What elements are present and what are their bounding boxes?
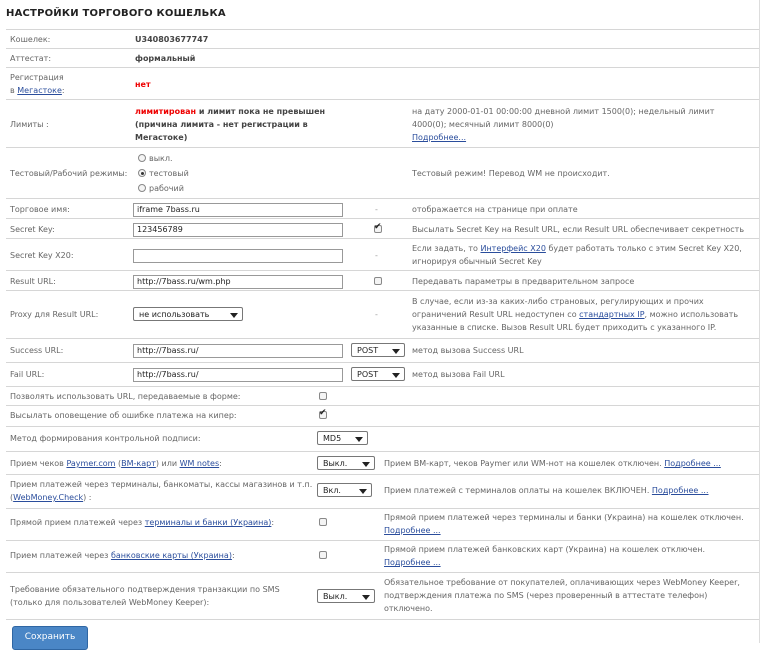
limits-status-line3: Мегастоке) [135,133,188,142]
mode-option-off: выкл. [149,154,173,163]
registration-label: Регистрация [10,73,64,82]
proxy-label: Proxy для Result URL: [10,310,99,319]
divider [6,508,759,509]
fail-url-input[interactable]: http://7bass.ru/ [133,368,343,382]
terminals-label-close: ) : [83,493,92,502]
secret-key-x20-input[interactable] [133,249,343,263]
save-button[interactable]: Сохранить [12,626,88,650]
attestat-value: формальный [135,54,196,63]
divider [6,540,759,541]
ukraine-cards-desc: Прямой прием платежей банковских карт (Украина) на кошелек отключен. [384,545,706,554]
mode-radio-off[interactable] [138,154,146,162]
fail-method-select[interactable] [351,367,405,381]
divider [6,290,759,291]
chevron-down-icon [392,373,400,378]
result-url-input[interactable]: http://7bass.ru/wm.php [133,275,343,289]
sms-desc-line3: отключено. [384,604,433,613]
success-method-value: POST [357,346,379,355]
wm-notes-link[interactable]: WM notes [179,459,220,468]
divider [6,572,759,573]
result-url-checkbox[interactable] [374,277,382,285]
standard-ip-link[interactable]: стандартных IP [579,310,645,319]
terminals-label-line2 [10,491,91,504]
ukraine-terminals-desc: Прямой прием платежей через терминалы и банки (Украина) на кошелек отключен. [384,513,744,522]
x20-desc-prefix: Если задать, то [412,244,481,253]
webmoney-check-link[interactable]: WebMoney.Check [13,493,84,502]
checks-label [10,457,222,470]
paymer-link[interactable]: Paymer.com [66,459,116,468]
secret-key-desc: Высылать Secret Key на Result URL, если Result URL обеспечивает секретность [412,225,745,234]
ukraine-terminals-label [10,516,274,529]
proxy-desc-rest: , можно использовать [644,310,739,319]
checks-label-mid2: ) или [155,459,180,468]
trade-name-label: Торговое имя: [10,205,70,214]
limits-label: Лимиты : [10,120,49,129]
sign-method-select[interactable] [317,431,368,445]
terminals-label-open: ( [10,493,14,502]
secret-key-checkbox[interactable] [374,225,382,233]
fail-url-label: Fail URL: [10,370,45,379]
divider [6,67,759,68]
mode-option-work: рабочий [149,184,184,193]
divider [6,405,759,406]
divider [6,48,759,49]
sms-label-line1: Требование обязательного подтверждения транзакции по SMS [10,585,280,594]
chevron-down-icon [362,595,370,600]
ukraine-cards-suffix: : [231,551,235,560]
checks-desc-text: Прием ВМ-карт, чеков Paymer или WM-нот на кошелек отключен. [384,459,665,468]
success-url-input[interactable]: http://7bass.ru/ [133,344,343,358]
limits-status-rest: и лимит пока не превышен [196,107,326,116]
divider [6,238,759,239]
proxy-select[interactable] [133,307,243,321]
checks-desc [384,457,721,470]
divider [6,147,759,148]
proxy-desc-line1: В случае, если из-за каких-либо страновых, регулирующих и прочих [412,297,704,306]
attestat-label: Аттестат: [10,54,52,63]
allow-url-label: Позволять использовать URL, передаваемые в форме: [10,392,241,401]
mode-radio-test[interactable] [138,169,146,177]
x20-desc-rest: будет работать только с этим Secret Key X20, [545,244,742,253]
sign-method-value: MD5 [323,434,342,443]
divider [6,99,759,100]
registration-value: нет [135,80,151,89]
divider [6,619,759,620]
proxy-desc-prefix: ограничений Result URL недоступен со [412,310,580,319]
ukraine-cards-prefix: Прием платежей через [10,551,111,560]
sms-label-line2: (только для пользователей WebMoney Keeper): [10,598,210,607]
terminals-select[interactable] [317,483,372,497]
result-url-desc: Передавать параметры в предварительном запросе [412,277,635,286]
checks-select-value: Выкл. [323,459,348,468]
terminals-desc-text: Прием платежей с терминалов оплаты на кошелек ВКЛЮЧЕН. [384,486,652,495]
chevron-down-icon [359,489,367,494]
sms-select[interactable] [317,589,375,603]
ukraine-terminals-more-link[interactable]: Подробнее ... [384,526,441,535]
divider [6,218,759,219]
chevron-down-icon [392,349,400,354]
checks-label-mid1: ( [115,459,122,468]
divider [6,386,759,387]
sms-desc-line2: подтверждения платежа по SMS (через проверенный в аттестате телефон) [384,591,708,600]
sms-select-value: Выкл. [323,592,348,601]
ukraine-cards-link[interactable]: банковские карты (Украина) [110,551,232,560]
secret-key-x20-label: Secret Key X20: [10,251,74,260]
ukraine-terminals-prefix: Прямой прием платежей через [10,518,145,527]
secret-key-x20-dash: - [375,251,378,260]
secret-key-input[interactable]: 123456789 [133,223,343,237]
terminals-more-link[interactable]: Подробнее ... [651,486,709,495]
trade-name-input[interactable]: iframe 7bass.ru [133,203,343,217]
chevron-down-icon [362,462,370,467]
divider [6,474,759,475]
chevron-down-icon [355,437,363,442]
checks-more-link[interactable]: Подробнее ... [664,459,721,468]
x20-interface-link[interactable]: Интерфейс X20 [480,244,546,253]
ukraine-terminals-checkbox[interactable] [319,518,327,526]
notify-error-checkbox[interactable] [319,411,327,419]
proxy-desc-line3: указанные в списке. Вызов Result URL будет приходить с указанного IP. [412,323,717,332]
notify-error-label: Высылать оповещение об ошибке платежа на кипер: [10,411,237,420]
wallet-value: U340803677747 [135,35,209,44]
ukraine-cards-label [10,549,235,562]
wm-cards-link[interactable]: ВМ-карт [121,459,156,468]
terminals-desc [384,484,709,497]
ukraine-terminals-suffix: : [271,518,275,527]
mode-label: Тестовый/Рабочий режимы: [10,169,128,178]
success-url-desc: метод вызова Success URL [412,346,524,355]
divider [6,338,759,339]
sms-desc-line1: Обязательное требование от покупателей, оплачивающих через WebMoney Keeper, [384,578,740,587]
proxy-dash: - [375,310,378,319]
divider [6,198,759,199]
fail-url-desc: метод вызова Fail URL [412,370,505,379]
ukraine-terminals-link[interactable]: терминалы и банки (Украина) [144,518,272,527]
fail-method-value: POST [357,370,379,379]
chevron-down-icon [230,313,238,318]
limits-status-line2: (причина лимита - нет регистрации в [135,120,308,129]
divider [6,362,759,363]
allow-url-checkbox[interactable] [319,392,327,400]
proxy-desc-line2 [412,308,738,321]
megastock-link[interactable]: Мегастоке [17,86,62,95]
registration-suffix: : [61,86,65,95]
limits-desc-line1: на дату 2000-01-01 00:00:00 дневной лимит 1500(0); недельный лимит [412,107,715,116]
terminals-select-value: Вкл. [323,486,341,495]
ukraine-cards-more-link[interactable]: Подробнее ... [384,558,441,567]
checks-label-prefix: Прием чеков [10,459,67,468]
success-method-select[interactable] [351,343,405,357]
limits-desc-line2: 4000(0); месячный лимит 8000(0) [412,120,554,129]
trade-name-desc: отображается на странице при оплате [412,205,578,214]
divider [6,270,759,271]
secret-key-x20-desc-line2: игнорируя обычный Secret Key [412,257,542,266]
limits-more-link[interactable]: Подробнее... [412,133,467,142]
success-url-label: Success URL: [10,346,64,355]
mode-desc: Тестовый режим! Перевод WM не происходит. [412,169,610,178]
page-title: НАСТРОЙКИ ТОРГОВОГО КОШЕЛЬКА [6,8,226,19]
registration-label-line2 [10,84,65,97]
result-url-label: Result URL: [10,277,56,286]
limits-status [135,105,325,118]
mode-radio-work[interactable] [138,184,146,192]
ukraine-cards-checkbox[interactable] [319,551,327,559]
secret-key-x20-desc [412,242,742,255]
wallet-label: Кошелек: [10,35,51,44]
trade-name-dash: - [375,205,378,214]
checks-label-suffix: : [219,459,222,468]
registration-prefix: в [10,86,15,95]
checks-select[interactable] [317,456,375,470]
sign-method-label: Метод формирования контрольной подписи: [10,434,201,443]
divider [6,426,759,427]
proxy-select-value: не использовать [139,310,210,319]
divider [6,29,759,30]
secret-key-label: Secret Key: [10,225,55,234]
limits-status-red: лимитирован [135,107,197,116]
mode-option-test: тестовый [149,169,189,178]
divider [6,451,759,452]
terminals-label-line1: Прием платежей через терминалы, банкоматы, кассы магазинов и т.п. [10,480,313,489]
